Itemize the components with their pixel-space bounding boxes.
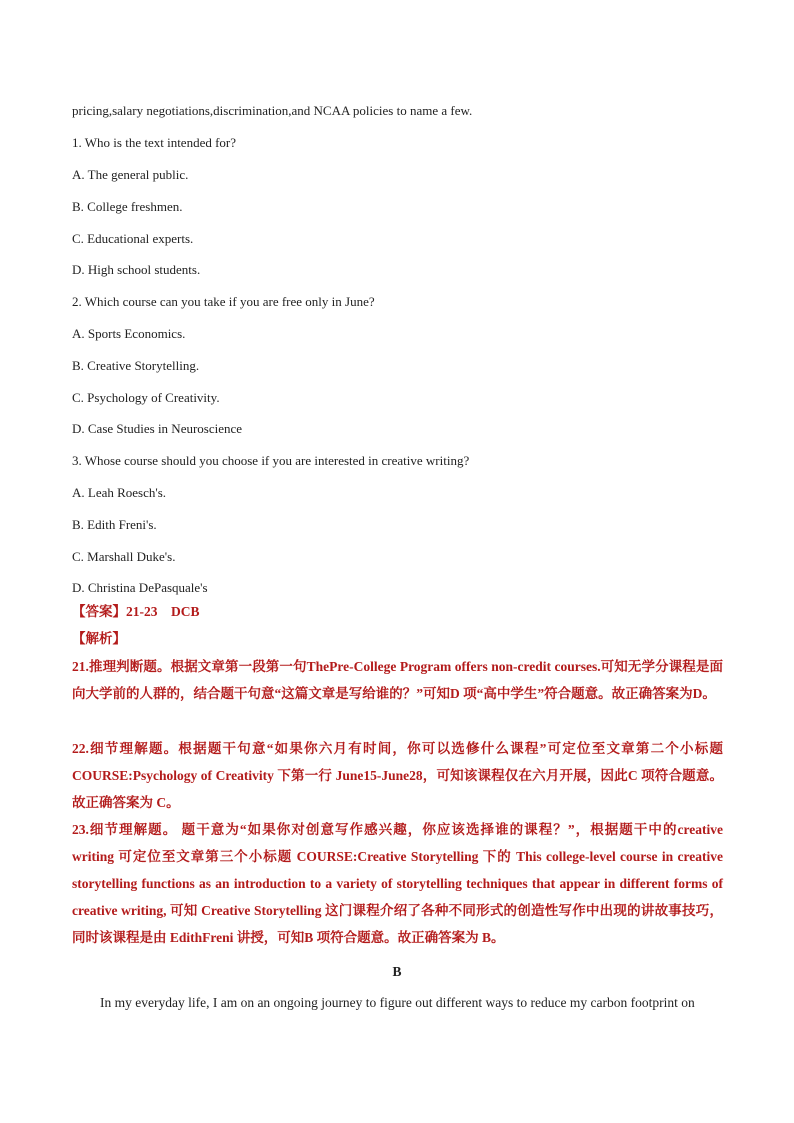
question-2-option-c: C. Psychology of Creativity. bbox=[72, 390, 220, 405]
question-2-option-a: A. Sports Economics. bbox=[72, 326, 186, 341]
question-1-option-b: B. College freshmen. bbox=[72, 199, 183, 214]
question-3-option-a: A. Leah Roesch's. bbox=[72, 485, 167, 500]
question-1-option-c: C. Educational experts. bbox=[72, 231, 194, 246]
question-2-option-d: D. Case Studies in Neuroscience bbox=[72, 421, 243, 436]
analysis-label: 【解析】 bbox=[72, 631, 126, 646]
question-2-option-b: B. Creative Storytelling. bbox=[72, 358, 200, 373]
question-1-option-d: D. High school students. bbox=[72, 262, 201, 277]
answer-key: 【答案】21-23 DCB bbox=[72, 604, 200, 619]
section-heading-b: B bbox=[392, 964, 402, 979]
explanation-21: 21.推理判断题。根据文章第一段第一句ThePre-College Program offers non-credit courses.可知无学分课程是面向大学前的人群的，结合题干句意“这篇文章是写给谁的？”可知D 项“高中学生”符合题意。故正确答案为D。 bbox=[72, 659, 723, 701]
question-2-stem: 2. Which course can you take if you are free only in June? bbox=[72, 294, 375, 309]
question-1-stem: 1. Who is the text intended for? bbox=[72, 135, 237, 150]
question-3-option-b: B. Edith Freni's. bbox=[72, 517, 157, 532]
question-3-option-d: D. Christina DePasquale's bbox=[72, 580, 208, 595]
passage-text-fragment: pricing,salary negotiations,discrimination,and NCAA policies to name a few. bbox=[72, 103, 473, 118]
question-3-stem: 3. Whose course should you choose if you are interested in creative writing? bbox=[72, 453, 470, 468]
explanation-23: 23.细节理解题。 题干意为“如果你对创意写作感兴趣，你应该选择谁的课程？”，根据题干中的creative writing 可定位至文章第三个小标题 COURSE:Creative Storytelling 下的 This college-level course in creative storytelling functions as an introduction to a variety of storytelling techniques that appear in different forms of creative writing, 可知 Creative Storytelling 这门课程介绍了各种不同形式的创造性写作中出现的讲故事技巧，同时该课程是由 EdithFreni 讲授，可知B 项符合题意。故正确答案为 B。 bbox=[72, 822, 723, 945]
passage-b-first-line: In my everyday life, I am on an ongoing journey to figure out different ways to reduce my carbon footprint on bbox=[100, 995, 695, 1010]
question-1-option-a: A. The general public. bbox=[72, 167, 189, 182]
question-3-option-c: C. Marshall Duke's. bbox=[72, 549, 176, 564]
explanation-22: 22.细节理解题。根据题干句意“如果你六月有时间，你可以选修什么课程”可定位至文章第二个小标题COURSE:Psychology of Creativity 下第一行 June15-June28，可知该课程仅在六月开展，因此C 项符合题意。故正确答案为 C。 bbox=[72, 741, 723, 810]
